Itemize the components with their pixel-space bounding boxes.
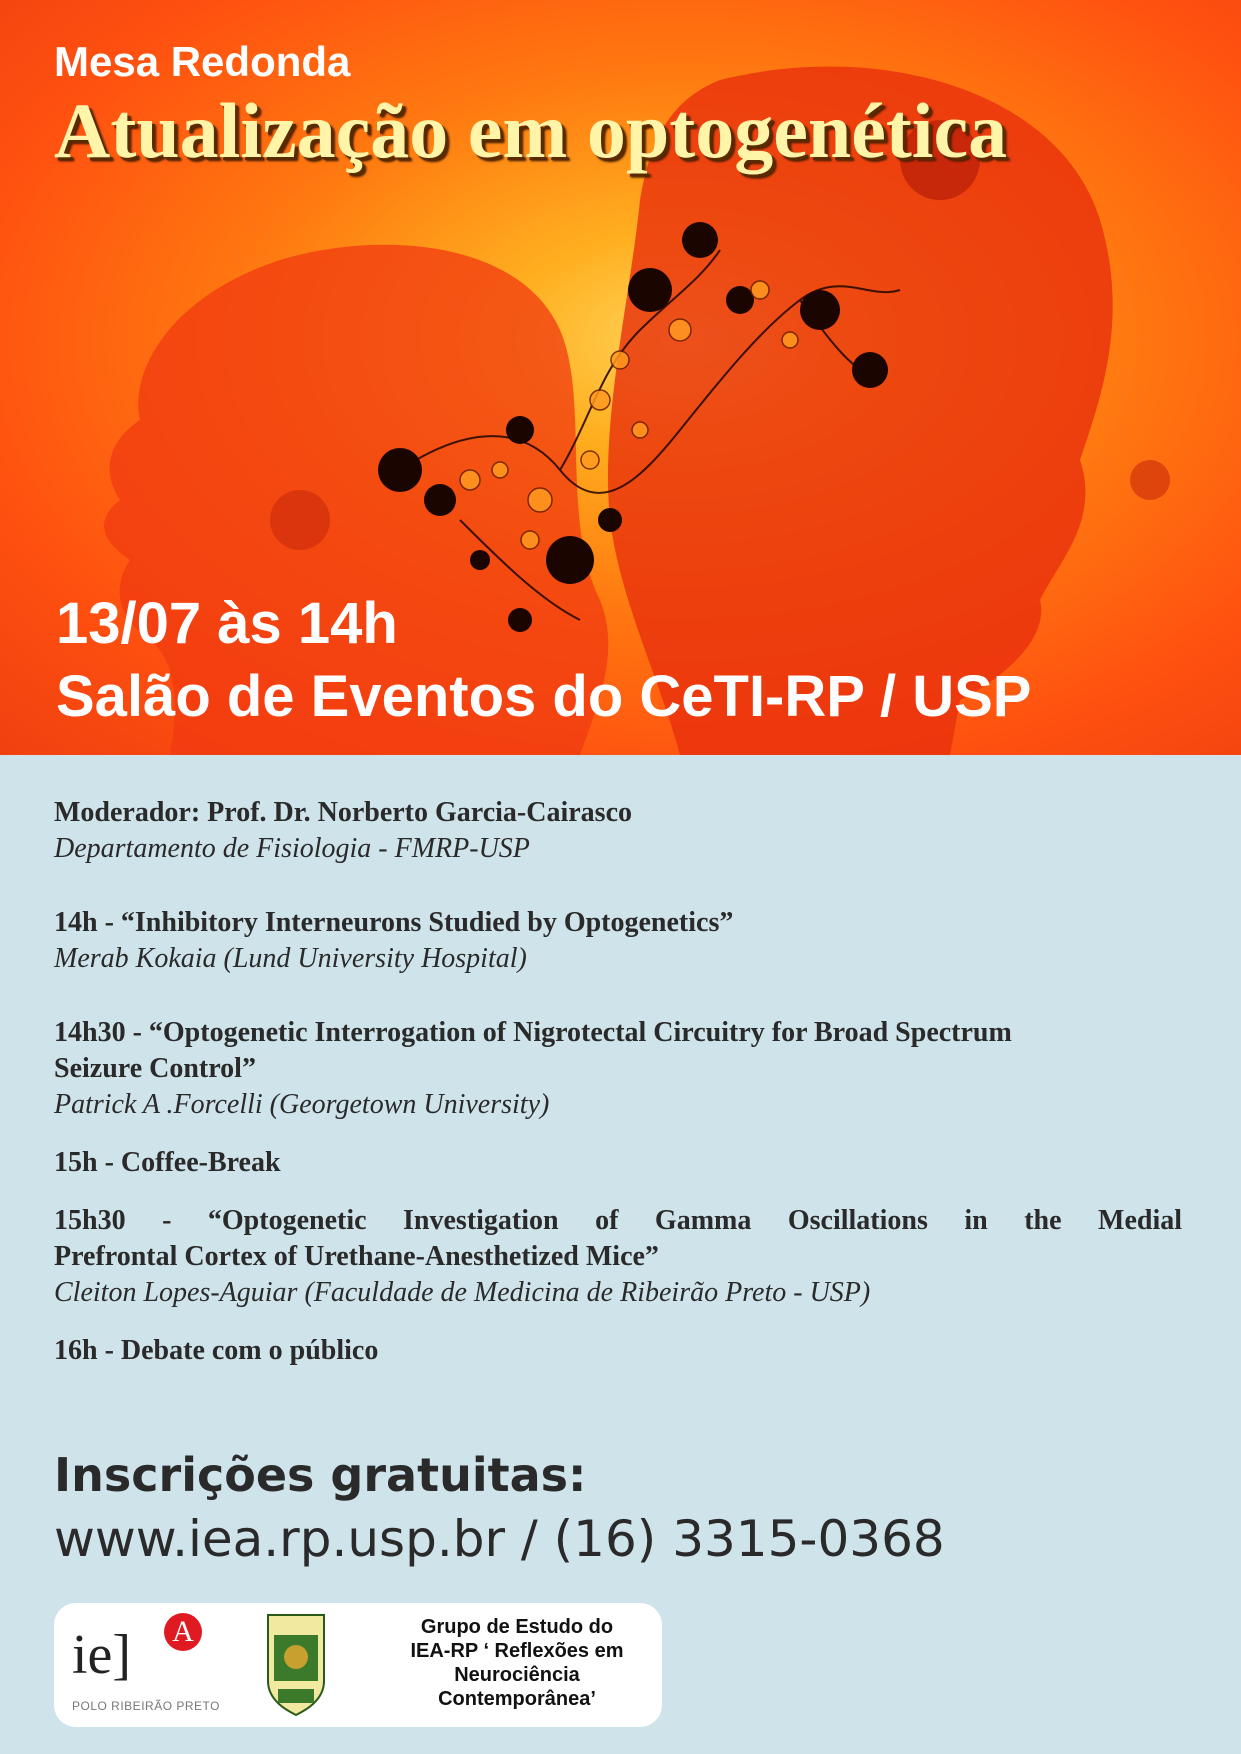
logo-strip bbox=[54, 1603, 662, 1727]
program-schedule bbox=[54, 795, 1182, 1369]
registration-contact: www.iea.rp.usp.br / (16) 3315-0368 bbox=[54, 1510, 945, 1568]
talk-2-title-line1: 14h30 - “Optogenetic Interrogation of Nigrotectal Circuitry for Broad Spectrum bbox=[54, 1017, 1012, 1048]
group-line-3: Neurociência bbox=[454, 1664, 580, 1686]
iea-logo bbox=[72, 1613, 220, 1723]
talk-1-title: 14h - “Inhibitory Interneurons Studied by Optogenetics” bbox=[54, 907, 734, 938]
banner bbox=[0, 0, 1241, 755]
talk-3-speaker: Cleiton Lopes-Aguiar (Faculdade de Medicina de Ribeirão Preto - USP) bbox=[54, 1277, 871, 1308]
iea-subtitle: POLO RIBEIRÃO PRETO bbox=[72, 1699, 220, 1713]
iea-a-badge: A bbox=[164, 1613, 202, 1651]
registration-label: Inscrições gratuitas: bbox=[54, 1448, 587, 1502]
talk-2-speaker: Patrick A .Forcelli (Georgetown University) bbox=[54, 1089, 550, 1120]
study-group-label bbox=[392, 1615, 642, 1711]
debate: 16h - Debate com o público bbox=[54, 1335, 379, 1366]
talk-2-title-line2: Seizure Control” bbox=[54, 1053, 256, 1084]
moderator-affiliation: Departamento de Fisiologia - FMRP-USP bbox=[54, 833, 530, 864]
talk-3-title-line2: Prefrontal Cortex of Urethane-Anesthetized Mice” bbox=[54, 1241, 659, 1272]
talk-1-speaker: Merab Kokaia (Lund University Hospital) bbox=[54, 943, 527, 974]
poster-title: Atualização em optogenética bbox=[54, 87, 1008, 174]
group-line-1: Grupo de Estudo do bbox=[420, 1616, 614, 1638]
fmrp-crest-icon bbox=[264, 1611, 328, 1719]
coffee-break: 15h - Coffee-Break bbox=[54, 1147, 281, 1178]
group-line-2: IEA-RP ‘ Reflexões em bbox=[410, 1640, 624, 1662]
iea-mark: ie] bbox=[72, 1624, 132, 1686]
event-type-label: Mesa Redonda bbox=[54, 38, 351, 85]
moderator-name: Moderador: Prof. Dr. Norberto Garcia-Cairasco bbox=[54, 797, 632, 828]
talk-3-title-line1: 15h30 - “Optogenetic Investigation of Gamma Oscillations in the Medial bbox=[54, 1205, 1182, 1236]
group-line-4: Contemporânea’ bbox=[438, 1688, 596, 1710]
event-venue: Salão de Eventos do CeTI-RP / USP bbox=[56, 664, 1032, 729]
event-date-time: 13/07 às 14h bbox=[56, 591, 398, 656]
